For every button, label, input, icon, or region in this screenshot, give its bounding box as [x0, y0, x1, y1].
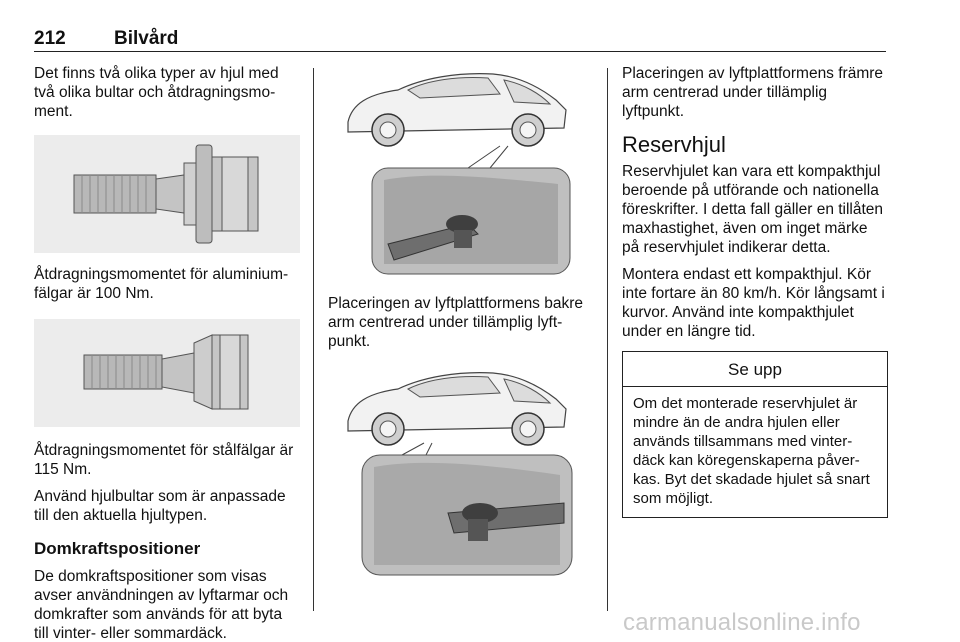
- spare-wheel-heading: Reservhjul: [622, 132, 726, 157]
- steel-torque-text: Åtdragningsmomentet för stålfälgar är 115 Nm.: [34, 442, 294, 478]
- front-lift-point-illustration: [328, 363, 596, 577]
- column-right: [622, 64, 888, 518]
- column-divider: [313, 68, 314, 611]
- caution-box: [622, 351, 888, 518]
- spare-wheel-text-2: Montera endast ett kompakthjul. Kör inte fortare än 80 km/h. Kör långsamt i kurvor. Använd inte kompakthjulet under en längre tid.: [622, 266, 885, 340]
- column-divider: [607, 68, 608, 611]
- spare-wheel-text-1: Reservhjulet kan vara ett kompakthjul beroende på utförande och nationella föreskrifter. I detta fall gäller en tillåten maxhastighet, även om inget märke på reservhjulet indikerar detta.: [622, 163, 884, 256]
- rear-lift-point-illustration: [328, 64, 596, 278]
- jack-positions-heading: Domkraftspositioner: [34, 539, 201, 558]
- column-middle: [328, 64, 596, 577]
- column-left: [34, 64, 300, 642]
- chapter-title: Bilvård: [114, 28, 179, 49]
- page-number: 212: [34, 28, 66, 49]
- steel-bolt-illustration: [34, 319, 300, 427]
- intro-paragraph: Det finns två olika typer av hjul med två olika bultar och åtdragningsmo-ment.: [34, 65, 279, 120]
- use-bolts-text: Använd hjulbultar som är anpassade till den aktuella hjultypen.: [34, 488, 286, 524]
- caution-text: Om det monterade reservhjulet är mindre än de andra hjulen eller används tillsammans med vinter-däck kan köregenskaperna påver-kas. Byt det skadade hjulet så snart som möjligt.: [633, 395, 870, 507]
- front-lift-caption: Placeringen av lyftplattformens främre arm centrerad under tillämplig lyftpunkt.: [622, 65, 884, 120]
- caution-title: Se upp: [623, 352, 887, 387]
- jack-positions-text: De domkraftspositioner som visas avser användningen av lyftarmar och domkrafter som används för att byta till vinter- eller sommardäck.: [34, 568, 289, 642]
- aluminium-bolt-illustration: [34, 135, 300, 253]
- site-watermark: carmanualsonline.info: [623, 609, 861, 636]
- aluminium-torque-text: Åtdragningsmomentet för aluminium-fälgar är 100 Nm.: [34, 266, 289, 302]
- rear-lift-caption: Placeringen av lyftplattformens bakre arm centrerad under tillämplig lyft-punkt.: [328, 295, 584, 350]
- page-header: [34, 28, 886, 52]
